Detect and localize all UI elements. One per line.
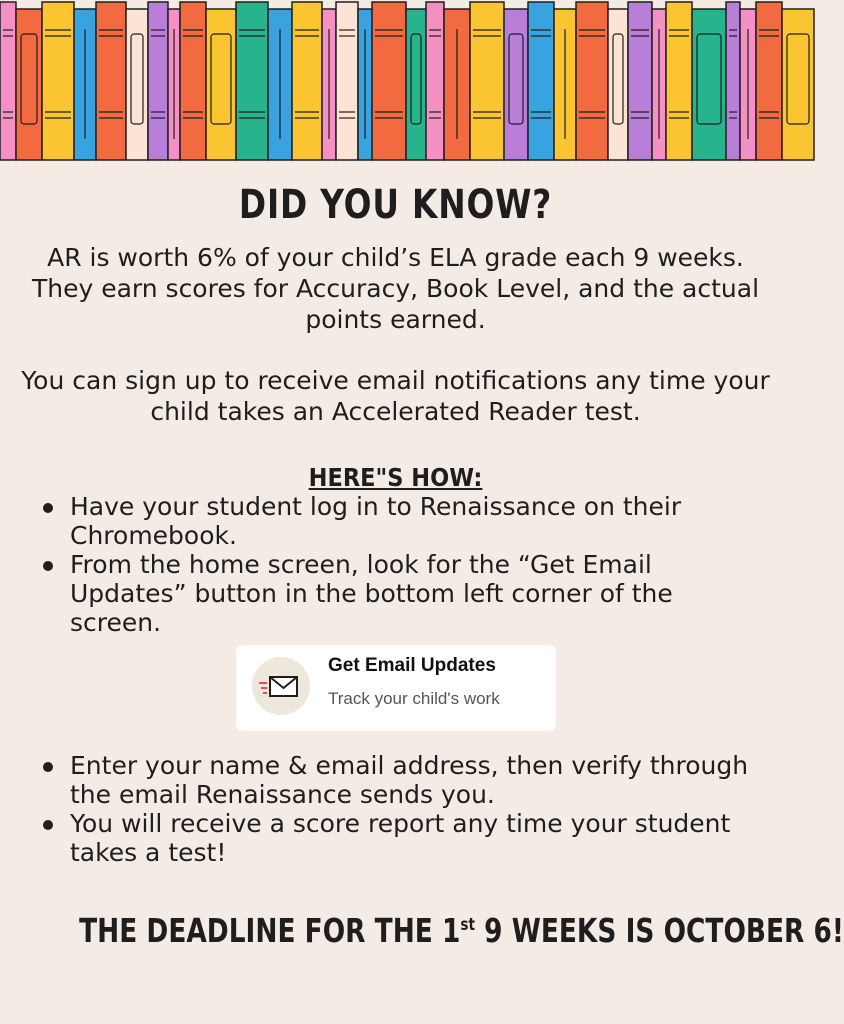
book-spine — [740, 9, 756, 160]
book-spine — [168, 9, 180, 160]
envelope-icon — [252, 657, 310, 715]
step-item: You will receive a score report any time your student takes a test! — [70, 809, 771, 867]
bookshelf-banner — [0, 0, 791, 160]
step-item: Have your student log in to Renaissance on their Chromebook. — [70, 492, 771, 550]
headline: DID YOU KNOW? — [238, 182, 553, 228]
book-spine — [126, 9, 148, 160]
book-spine — [372, 2, 406, 160]
deadline-text-end: 9 WEEKS IS OCTOBER 6! — [474, 911, 844, 950]
book-spine — [292, 2, 322, 160]
book-spine — [628, 2, 652, 160]
deadline-superscript: st — [460, 915, 475, 935]
card-title: Get Email Updates — [328, 655, 496, 676]
how-to-heading: HERE"S HOW: — [308, 463, 483, 492]
deadline-banner — [79, 911, 844, 950]
get-email-updates-button[interactable] — [236, 645, 556, 731]
book-spine — [16, 9, 42, 160]
book-spine — [42, 2, 74, 160]
book-spine — [336, 2, 358, 160]
book-spine — [528, 2, 554, 160]
intro-paragraph-2: You can sign up to receive email notifications any time your child takes an Accelerated Reader test. — [21, 366, 770, 426]
book-spine — [96, 2, 126, 160]
book-spine — [180, 2, 206, 160]
book-spine — [692, 9, 726, 160]
book-spine — [554, 9, 576, 160]
book-spine — [756, 2, 782, 160]
card-subtitle: Track your child's work — [328, 689, 500, 708]
book-spine — [236, 2, 268, 160]
book-spine — [652, 9, 666, 160]
book-spine — [576, 2, 608, 160]
book-spine — [666, 2, 692, 160]
book-spine — [148, 2, 168, 160]
book-spine — [206, 9, 236, 160]
book-spine — [74, 9, 96, 160]
book-spine — [358, 9, 372, 160]
book-spine — [426, 2, 444, 160]
flyer-content — [0, 172, 844, 950]
book-spine — [268, 9, 292, 160]
book-spine — [608, 9, 628, 160]
intro-paragraph-1: AR is worth 6% of your child’s ELA grade each 9 weeks. They earn scores for Accuracy, Book Level, and the actual points earned. — [31, 243, 760, 334]
book-spine — [322, 9, 336, 160]
steps-list-continued — [0, 751, 791, 867]
book-spine — [406, 9, 426, 160]
deadline-text-start: THE DEADLINE FOR THE 1 — [79, 911, 461, 950]
steps-list — [0, 492, 791, 637]
book-spine — [782, 9, 814, 160]
book-spine — [726, 2, 740, 160]
book-spine — [0, 2, 16, 160]
books-illustration — [0, 0, 791, 160]
book-spine — [504, 9, 528, 160]
book-spine — [444, 9, 470, 160]
step-item: From the home screen, look for the “Get Email Updates” button in the bottom left corner of the screen. — [70, 550, 771, 637]
book-spine — [470, 2, 504, 160]
step-item: Enter your name & email address, then verify through the email Renaissance sends you. — [70, 751, 771, 809]
